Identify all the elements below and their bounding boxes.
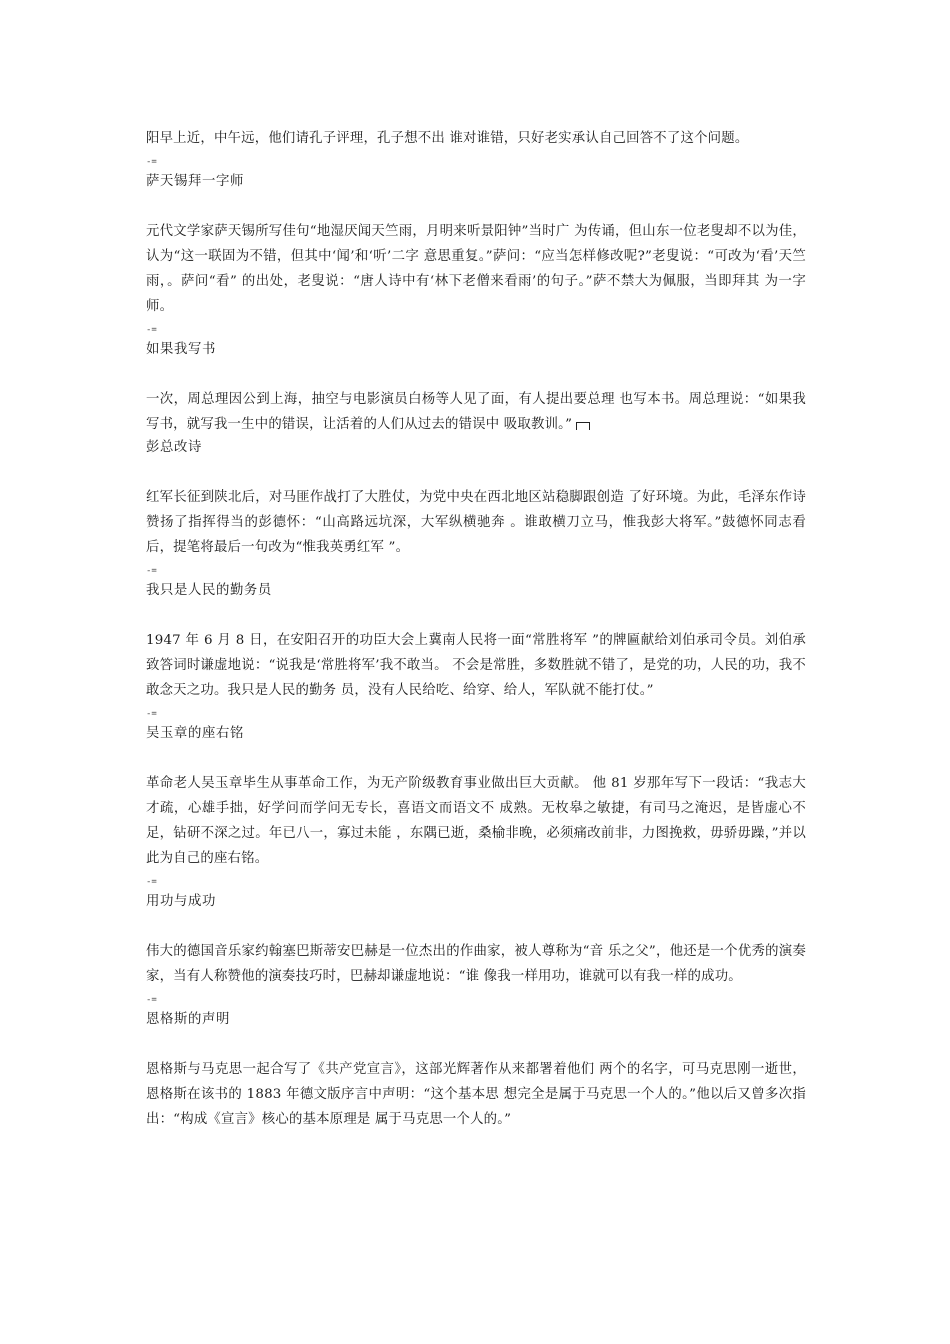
paragraph-text: 一次，周总理因公到上海，抽空与电影演员白杨等人见了面，有人提出要总理 也写本书。周总理说：“如果我写书，就写我一生中的错误，让活着的人们从过去的错误中 吸取教训。” — [146, 392, 806, 432]
separator-mark: -= — [146, 709, 157, 719]
section-title-wu-yuzhang: 吴玉章的座右铭 — [146, 726, 244, 741]
section-title-peng-poem: 彭总改诗 — [146, 440, 202, 455]
paragraph-confucius-ending: 阳早上近，中午远，他们请孔子评理，孔子想不出 谁对谁错，只好老实承认自己回答不了这个问题。 — [146, 131, 749, 146]
section-title-if-i-wrote-book: 如果我写书 — [146, 342, 216, 357]
document-page — [146, 126, 806, 1132]
paragraph-peng-poem: 红军长征到陕北后，对马匪作战打了大胜仗，为党中央在西北地区站稳脚跟创造 了好环境。为此，毛泽东作诗赞扬了指挥得当的彭德怀：“山高路远坑深，大军纵横驰奔 。谁敢横刀立马，惟我彭大将军。”鼓德怀同志看后，提笔将最后一句改为“惟我英勇红军 ”。 — [146, 490, 806, 555]
section-title-servant-of-people: 我只是人民的勤务员 — [146, 583, 272, 598]
separator-mark: -= — [146, 157, 157, 167]
separator-mark: -= — [146, 325, 157, 335]
bracket-mark-icon — [576, 422, 590, 430]
paragraph-engels: 恩格斯与马克思一起合写了《共产党宣言》，这部光辉著作从来都署着他们 两个的名字，可马克思刚一逝世，恩格斯在该书的 1883 年德文版序言中声明：“这个基本思 想完全是属于马克思一个人的。”他以后又曾多次指出：“构成《宣言》核心的基本原理是 属于马克思一个人的。” — [146, 1062, 806, 1127]
section-title-engels: 恩格斯的声明 — [146, 1012, 230, 1027]
separator-mark: -= — [146, 995, 157, 1005]
paragraph-if-i-wrote-book — [146, 387, 806, 437]
section-title-sa-tianxi: 萨天锡拜一字师 — [146, 174, 244, 189]
paragraph-effort-success: 伟大的德国音乐家约翰塞巴斯蒂安巴赫是一位杰出的作曲家，被人尊称为“音 乐之父”，他还是一个优秀的演奏家，当有人称赞他的演奏技巧时，巴赫却谦虚地说：“谁 像我一样用功，谁就可以有我一样的成功。 — [146, 944, 806, 984]
section-title-effort-success: 用功与成功 — [146, 894, 216, 909]
paragraph-sa-tianxi: 元代文学家萨天锡所写佳句“地湿厌闻天竺雨，月明来听景阳钟”当时广 为传诵，但山东一位老叟却不以为佳，认为“这一联固为不错，但其中‘闻’和‘听’二字 意思重复。”萨问：“应当怎样修改呢?”老叟说：“可改为‘看’天竺雨，。萨问“看” 的出处，老叟说：“唐人诗中有‘林下老僧来看雨’的句子。”萨不禁大为佩服，当即拜其 为一字师。 — [146, 224, 806, 314]
paragraph-wu-yuzhang: 革命老人吴玉章毕生从事革命工作，为无产阶级教育事业做出巨大贡献。 他 81 岁那年写下一段话：“我志大才疏，心雄手拙，好学问而学问无专长，喜语文而语文不 成熟。无枚皋之敏捷，有司马之淹迟，是皆虚心不足，钻研不深之过。年已八一，寡过未能 ，东隅已逝，桑榆非晚，必须痛改前非，力图挽救，毋骄毋躁，”并以此为自己的座右铭。 — [146, 776, 806, 866]
paragraph-servant-of-people: 1947 年 6 月 8 日，在安阳召开的功臣大会上冀南人民将一面“常胜将军 ”的牌匾献给刘伯承司令员。刘伯承致答词时谦虚地说：“说我是‘常胜将军’我不敢当。 不会是常胜，多数胜就不错了，是党的功，人民的功，我不敢念天之功。我只是人民的勤务 员，没有人民给吃、给穿、给人，军队就不能打仗。” — [146, 633, 806, 698]
separator-mark: -= — [146, 566, 157, 576]
separator-mark: -= — [146, 877, 157, 887]
